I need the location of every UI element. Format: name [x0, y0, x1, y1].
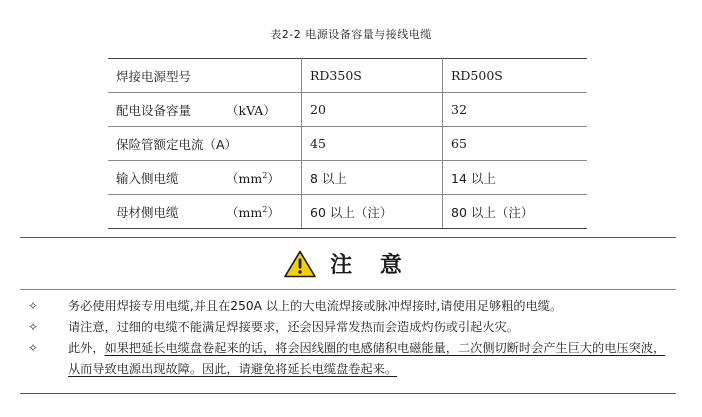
row-label-text: 母材侧电缆 — [116, 204, 179, 220]
unit-superscript: 2 — [262, 170, 268, 180]
row-unit — [226, 203, 280, 221]
list-item — [28, 317, 676, 338]
row-label-text: 保险管额定电流（A） — [116, 136, 238, 152]
table-row — [108, 127, 587, 161]
unit-text: ） — [267, 170, 280, 186]
diamond-bullet-icon: ✧ — [28, 320, 39, 334]
caution-title: 注 意 — [330, 253, 412, 278]
caution-header — [20, 238, 676, 290]
table-caption: 表2-2 电源设备容量与接线电缆 — [270, 28, 432, 41]
cell-value: 45 — [302, 127, 443, 161]
underlined-warning-text: 如果把延长电缆盘卷起来的话，将会因线圈的电感储积电磁能量，二次侧切断时会产生巨大的电压突波，从而导致电源出现故障。因此，请避免将延长电缆盘卷起来。 — [68, 341, 666, 376]
row-label-text: 焊接电源型号 — [116, 68, 192, 84]
cell-value: 20 — [302, 93, 443, 127]
row-label-text: 配电设备容量 — [116, 102, 192, 118]
table-row — [108, 161, 587, 195]
caution-box — [20, 237, 676, 394]
table-row — [108, 59, 587, 93]
list-item — [28, 296, 676, 317]
row-unit — [226, 169, 280, 187]
cell-rd350s: RD350S — [302, 59, 443, 93]
row-label — [108, 59, 302, 93]
table-row — [108, 93, 587, 127]
list-item-prefix: 此外， — [68, 341, 105, 355]
cell-value: 32 — [443, 93, 588, 127]
row-label — [108, 195, 302, 229]
warning-triangle-icon — [284, 250, 316, 278]
cell-value: 14 以上 — [443, 161, 588, 195]
list-item-text: 务必使用焊接专用电缆,并且在250A 以上的大电流焊接或脉冲焊接时,请使用足够粗的电缆。 — [68, 299, 563, 313]
unit-text: （mm — [226, 170, 263, 186]
row-label — [108, 93, 302, 127]
list-item — [28, 338, 676, 380]
cell-rd500s: RD500S — [443, 59, 588, 93]
spec-table — [108, 58, 587, 229]
row-label-text: 输入侧电缆 — [116, 170, 179, 186]
cell-value: 80 以上（注） — [443, 195, 588, 229]
unit-text: （mm — [226, 204, 263, 220]
caution-list — [20, 290, 676, 380]
diamond-bullet-icon: ✧ — [28, 299, 39, 313]
unit-text: ） — [267, 204, 280, 220]
list-item-text — [68, 338, 674, 380]
diamond-bullet-icon: ✧ — [28, 341, 39, 355]
unit-superscript: 2 — [262, 204, 268, 214]
row-label — [108, 161, 302, 195]
list-item-text: 请注意，过细的电缆不能满足焊接要求，还会因异常发热而会造成灼伤或引起火灾。 — [68, 320, 519, 334]
row-unit: （kVA） — [226, 102, 276, 118]
cell-value: 60 以上（注） — [302, 195, 443, 229]
table-row — [108, 195, 587, 229]
cell-value: 65 — [443, 127, 588, 161]
row-label — [108, 127, 302, 161]
cell-value: 8 以上 — [302, 161, 443, 195]
